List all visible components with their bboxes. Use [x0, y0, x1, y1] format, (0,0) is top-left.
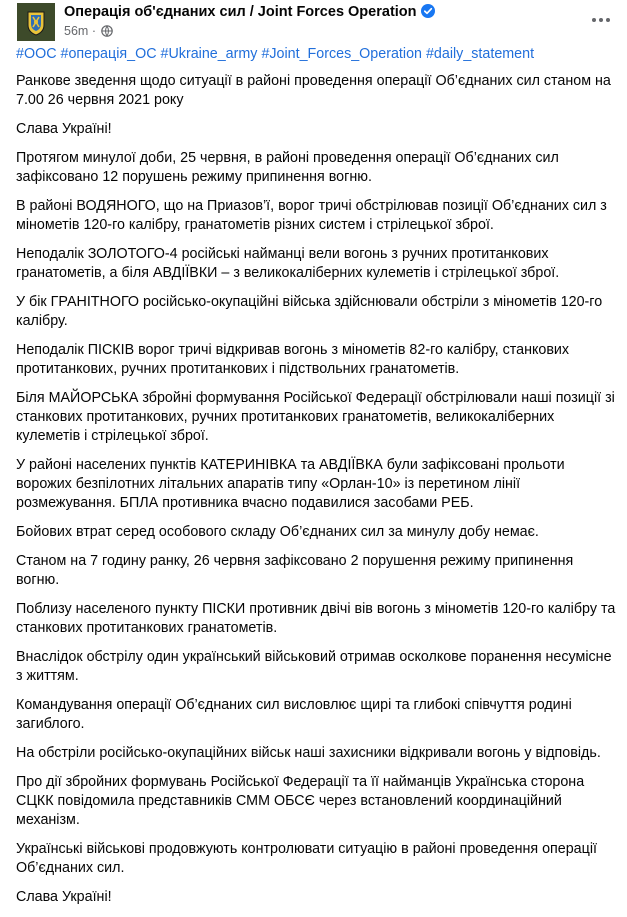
jfo-emblem-icon: [17, 3, 55, 41]
post-paragraph: Про дії збройних формувань Російської Федерації та її найманців Українська сторона СЦКК повідомила представників СММ ОБСЄ через встановлений координаційний механізм.: [16, 774, 585, 828]
post-paragraph: Ранкове зведення щодо ситуації в районі проведення операції Об’єднаних сил станом на 7.00 26 червня 2021 року: [16, 73, 611, 108]
page-avatar[interactable]: [17, 3, 55, 41]
post-paragraph: Поблизу населеного пункту ПІСКИ противник двічі вів вогонь з мінометів 120-го калібру та станкових протитанкових гранатометів.: [16, 601, 616, 636]
more-options-button[interactable]: [585, 4, 617, 36]
post-paragraph: Неподалік ПІСКІВ ворог тричі відкривав вогонь з мінометів 82-го калібру, станкових протитанкових, ручних протитанкових і підствольних гранатометів.: [16, 342, 570, 377]
hashtags-line: [16, 45, 618, 64]
post-body: [16, 45, 618, 917]
post-time[interactable]: 56m: [64, 24, 89, 38]
hashtag-link[interactable]: #операція_ОС: [60, 46, 157, 62]
post-paragraph: Неподалік ЗОЛОТОГО-4 російські найманці вели вогонь з ручних протитанкових гранатометів, а біля АВДІЇВКИ – з великокаліберних кулеметів і стрілецької зброї.: [16, 246, 560, 281]
page-name[interactable]: [64, 4, 435, 20]
post-paragraph: У бік ГРАНІТНОГО російсько-окупаційні війська здійснювали обстріли з мінометів 120-го калібру.: [16, 294, 603, 329]
meta-separator: ·: [91, 24, 96, 38]
hashtag-link[interactable]: #Joint_Forces_Operation: [261, 46, 422, 62]
post-meta: [64, 24, 113, 38]
hashtag-link[interactable]: #ООС: [16, 46, 57, 62]
page-name-text[interactable]: Операція об'єднаних сил / Joint Forces Operation: [64, 4, 417, 20]
post-paragraph: Командування операції Об’єднаних сил висловлює щирі та глибокі співчуття родині загиблого.: [16, 697, 572, 732]
post-paragraph: Протягом минулої доби, 25 червня, в районі проведення операції Об’єднаних сил зафіксовано 12 порушень режиму припинення вогню.: [16, 150, 559, 185]
verified-badge-icon: [421, 4, 435, 18]
post-paragraph: В районі ВОДЯНОГО, що на Приазов’ї, ворог тричі обстрілював позиції Об’єднаних сил з мінометів 120-го калібру, гранатометів різних систем і стрілецької зброї.: [16, 198, 607, 233]
more-options-icon: [591, 17, 611, 23]
hashtag-link[interactable]: #daily_statement: [425, 46, 535, 62]
post-paragraph: Внаслідок обстрілу один український військовий отримав осколкове поранення несумісне з життям.: [16, 649, 612, 684]
post-header: [0, 0, 627, 44]
globe-icon[interactable]: [101, 25, 113, 37]
hashtag-link[interactable]: #Ukraine_army: [160, 46, 258, 62]
post-paragraph: Українські військові продовжують контролювати ситуацію в районі проведення операції Об’єднаних сил.: [16, 841, 597, 876]
post-paragraph: У районі населених пунктів КАТЕРИНІВКА та АВДІЇВКА були зафіксовані прольоти ворожих безпілотних літальних апаратів типу «Орлан-10» із перетином лінії розмежування. БПЛА противника вчасно подавилися засобами РЕБ.: [16, 457, 565, 511]
post-paragraph: Біля МАЙОРСЬКА збройні формування Російської Федерації обстрілювали наші позиції зі станкових протитанкових, ручних протитанкових гранатометів, великокаліберних кулеметів і стрілецької зброї.: [16, 390, 615, 444]
post-paragraph: На обстріли російсько-окупаційних військ наші захисники відкривали вогонь у відповідь.: [16, 745, 601, 761]
post-paragraph: Слава Україні!: [16, 889, 112, 905]
post-paragraph: Слава Україні!: [16, 121, 112, 137]
post-paragraph: Станом на 7 годину ранку, 26 червня зафіксовано 2 порушення режиму припинення вогню.: [16, 553, 574, 588]
post-paragraph: Бойових втрат серед особового складу Об’єднаних сил за минулу добу немає.: [16, 524, 539, 540]
